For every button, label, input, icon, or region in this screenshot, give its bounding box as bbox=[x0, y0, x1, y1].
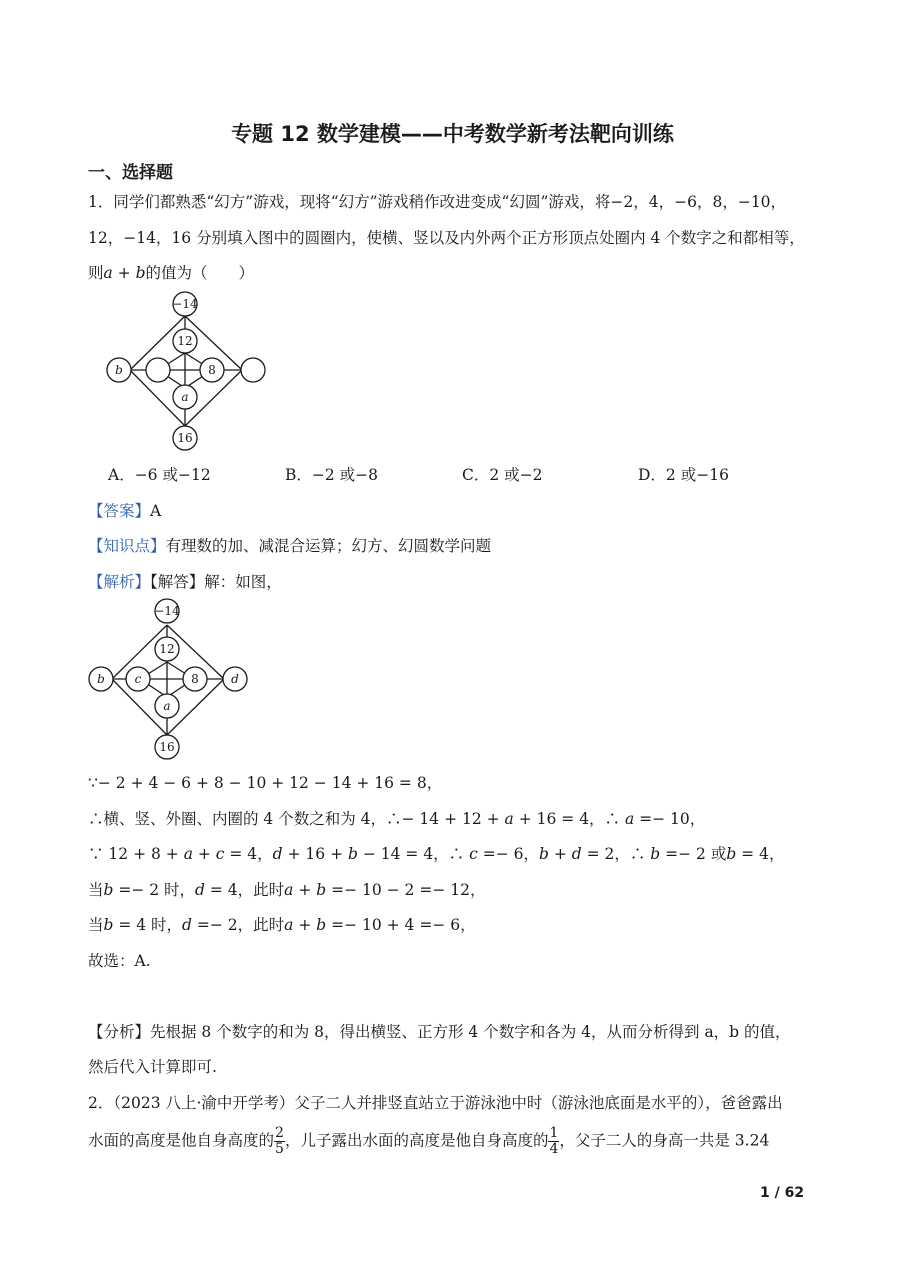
magic-circle-figure-2 bbox=[82, 597, 257, 765]
fig1-inner-right: 8 bbox=[208, 363, 216, 377]
analysis-tag: 【解析】 bbox=[88, 573, 151, 591]
option-b: B．−2 或−8 bbox=[285, 466, 379, 484]
fig2-right: d bbox=[231, 672, 239, 686]
solution-line-4: 当𝑏 =− 2 时，𝑑 = 4，此时𝑎 + 𝑏 =− 10 − 2 =− 12， bbox=[88, 881, 486, 899]
solution-line-2: ∴横、竖、外圈、内圈的 4 个数之和为 4，∴− 14 + 12 + 𝑎 + 16 = 4，∴ 𝑎 =− 10， bbox=[88, 810, 706, 828]
option-d: D．2 或−16 bbox=[638, 466, 729, 484]
fig2-top: −14 bbox=[154, 604, 180, 618]
analysis-text-line2: 然后代入计算即可. bbox=[88, 1058, 217, 1076]
q2-line2-part-b: ，儿子露出水面的高度是他自身高度的 bbox=[284, 1131, 549, 1150]
q1-text-line1: 1．同学们都熟悉“幻方”游戏，现将“幻方”游戏稍作改进变成“幻圆”游戏，将−2，4，−6，8，−10， bbox=[88, 193, 787, 211]
q2-line2-part-a: 水面的高度是他自身高度的 bbox=[88, 1131, 275, 1150]
fig1-inner-top: 12 bbox=[177, 334, 193, 348]
q2-text-line1: 2．（2023 八上·渝中开学考）父子二人并排竖直站立于游泳池中时（游泳池底面是水平的），爸爸露出 bbox=[88, 1094, 783, 1112]
frac1-numerator: 2 bbox=[275, 1125, 284, 1141]
fig1-bottom: 16 bbox=[177, 431, 193, 445]
fig2-inner-left: c bbox=[134, 672, 142, 686]
page-number: 1 / 62 bbox=[760, 1185, 805, 1201]
knowledge-tag: 【知识点】 bbox=[88, 537, 166, 555]
answer-value: A bbox=[150, 502, 162, 520]
fig2-bottom: 16 bbox=[159, 740, 175, 754]
solution-line-3: ∵ 12 + 8 + 𝑎 + 𝑐 = 4，𝑑 + 16 + 𝑏 − 14 = 4，∴ 𝑐 =− 6，𝑏 + 𝑑 = 2，∴ 𝑏 =− 2 或𝑏 = 4， bbox=[88, 845, 785, 863]
solution-intro: 【解答】解：如图， bbox=[150, 573, 282, 591]
fig2-inner-right: 8 bbox=[191, 672, 199, 686]
fig2-inner-top: 12 bbox=[159, 642, 175, 656]
q2-text-line2 bbox=[88, 1126, 769, 1157]
fig1-top: −14 bbox=[172, 297, 198, 311]
answer-tag: 【答案】 bbox=[88, 502, 151, 520]
frac1-denominator: 5 bbox=[275, 1141, 284, 1157]
fig1-left: b bbox=[115, 363, 123, 377]
page-title: 专题 12 数学建模——中考数学新考法靶向训练 bbox=[231, 122, 674, 146]
knowledge-text: 有理数的加、减混合运算；幻方、幻圆数学问题 bbox=[165, 537, 492, 555]
q2-line2-part-c: ，父子二人的身高一共是 3.24 bbox=[559, 1131, 770, 1150]
section-heading: 一、选择题 bbox=[88, 163, 173, 183]
q1-text-line3: 则𝑎 + 𝑏的值为（ ） bbox=[88, 264, 255, 282]
solution-line-5: 当𝑏 = 4 时，𝑑 =− 2，此时𝑎 + 𝑏 =− 10 + 4 =− 6， bbox=[88, 916, 476, 934]
fraction-two-fifths bbox=[274, 1126, 285, 1157]
magic-circle-figure-1 bbox=[100, 288, 275, 456]
fig1-inner-bottom: a bbox=[181, 390, 189, 404]
frac2-denominator: 4 bbox=[549, 1141, 559, 1157]
q1-text-line2: 12，−14，16 分别填入图中的圆圈内，使横、竖以及内外两个正方形顶点处圈内 4 个数字之和都相等， bbox=[88, 229, 805, 247]
answer-line bbox=[88, 499, 161, 521]
frac2-numerator: 1 bbox=[549, 1125, 559, 1141]
fig2-inner-bottom: a bbox=[163, 699, 171, 713]
solution-line-6: 故选：A. bbox=[88, 952, 151, 970]
option-a: A．−6 或−12 bbox=[108, 466, 211, 484]
solution-line-1: ∵− 2 + 4 − 6 + 8 − 10 + 12 − 14 + 16 = 8， bbox=[88, 774, 443, 792]
analysis-text-line1: 【分析】先根据 8 个数字的和为 8，得出横竖、正方形 4 个数字和各为 4，从而分析得到 a，b 的值， bbox=[88, 1023, 791, 1041]
option-c: C．2 或−2 bbox=[462, 466, 543, 484]
fig2-left: b bbox=[97, 672, 105, 686]
fraction-one-quarter bbox=[548, 1126, 559, 1157]
knowledge-line bbox=[88, 534, 491, 556]
analysis-line bbox=[88, 570, 282, 592]
